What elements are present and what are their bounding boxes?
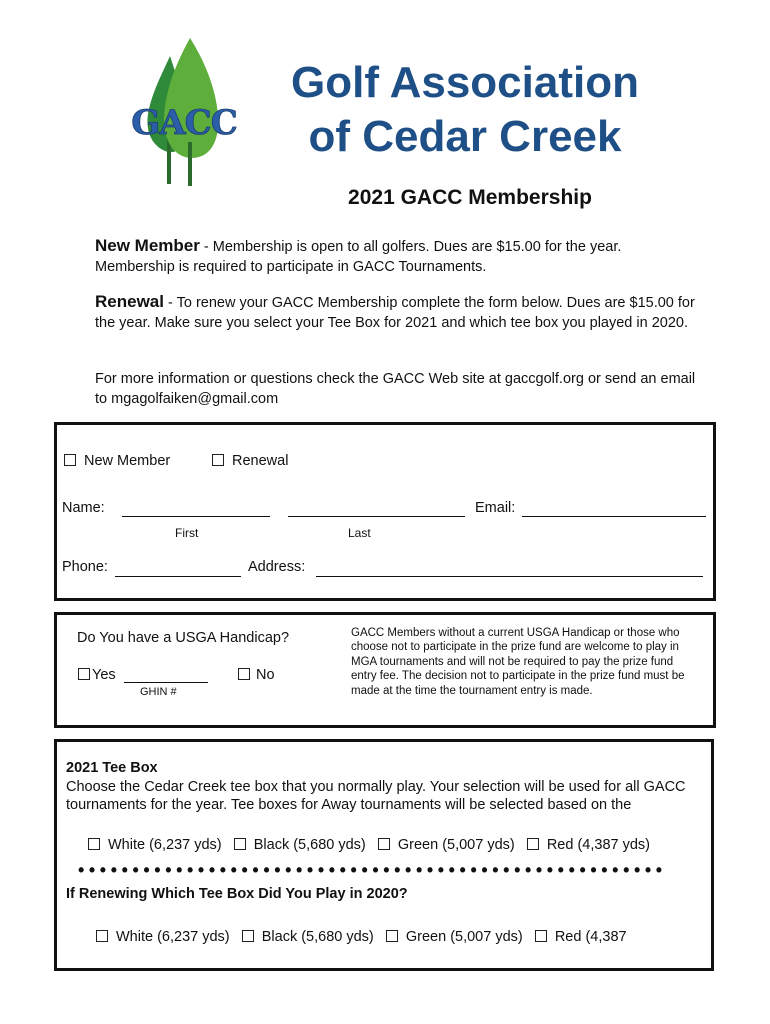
renewal-heading: Renewal	[95, 292, 164, 311]
white-2021-label: White (6,237 yds)	[108, 837, 222, 853]
white-2020-checkbox[interactable]	[96, 930, 108, 942]
new-member-heading: New Member	[95, 236, 200, 255]
teebox-2020-red[interactable]	[535, 929, 627, 945]
handicap-note: GACC Members without a current USGA Handicap or those who choose not to participate in the prize fund are welcome to play in MGA tournaments and will not be required to pay the prize fund entry fee. The decision not to participate in the prize fund must be made at the time the tournament entry is made.	[351, 627, 685, 697]
logo-text: GACC	[131, 103, 237, 143]
renewal-text: - To renew your GACC Membership complete the form below. Dues are $15.00 for the year. Make sure you select your Tee Box for 2021 and which tee box you played in 2020.	[95, 295, 695, 331]
info-paragraph: For more information or questions check the GACC Web site at gaccgolf.org or send an email to mgagolfaiken@gmail.com	[95, 371, 696, 407]
renew-question: If Renewing Which Tee Box Did You Play in 2020?	[66, 886, 408, 902]
white-2020-label: White (6,237 yds)	[116, 929, 230, 945]
new-member-option-label: New Member	[84, 453, 171, 469]
membership-title: 2021 GACC Membership	[348, 186, 592, 209]
gacc-logo	[118, 34, 250, 186]
yes-checkbox[interactable]	[78, 668, 90, 680]
green-2020-checkbox[interactable]	[386, 930, 398, 942]
phone-label: Phone:	[62, 559, 108, 575]
org-title-line2: of Cedar Creek	[308, 112, 622, 161]
first-name-field[interactable]	[122, 516, 270, 517]
teebox-2020-white[interactable]	[96, 929, 230, 945]
renewal-checkbox[interactable]	[212, 454, 224, 466]
new-member-checkbox[interactable]	[64, 454, 76, 466]
green-2021-label: Green (5,007 yds)	[397, 837, 515, 853]
email-label: Email:	[475, 500, 516, 516]
phone-field[interactable]	[115, 576, 241, 577]
teebox-description: Choose the Cedar Creek tee box that you normally play. Your selection will be used for all GACC tournaments for the year. Tee boxes for Away tournaments will be selected based on the	[66, 779, 686, 813]
red-2021-checkbox[interactable]	[527, 838, 539, 850]
new-member-paragraph	[95, 236, 705, 277]
red-2021-label: Red (4,387 yds)	[546, 837, 650, 853]
last-caption: Last	[348, 526, 371, 540]
no-label: No	[256, 667, 275, 683]
renewal-option-label: Renewal	[232, 453, 289, 469]
name-label: Name:	[62, 500, 105, 516]
teebox-2021-options	[88, 837, 650, 853]
teebox-2021-black[interactable]	[234, 837, 366, 853]
teebox-title: 2021 Tee Box	[66, 760, 158, 776]
yes-option[interactable]	[78, 667, 116, 683]
new-member-option[interactable]	[64, 453, 170, 469]
dotted-divider: ••••••••••••••••••••••••••••••••••••••••••••••••••••••	[78, 860, 667, 880]
org-title-line1: Golf Association	[291, 58, 639, 107]
teebox-2021-green[interactable]	[378, 837, 515, 853]
ghin-field[interactable]	[124, 682, 208, 683]
teebox-2020-black[interactable]	[242, 929, 374, 945]
new-member-text: - Membership is open to all golfers. Dues are $15.00 for the year. Membership is required to participate in GACC Tournaments.	[95, 239, 622, 275]
email-field[interactable]	[522, 516, 706, 517]
white-2021-checkbox[interactable]	[88, 838, 100, 850]
teebox-2021-white[interactable]	[88, 837, 222, 853]
black-2020-checkbox[interactable]	[242, 930, 254, 942]
no-checkbox[interactable]	[238, 668, 250, 680]
renewal-option[interactable]	[212, 453, 288, 469]
teebox-2020-options	[96, 929, 627, 945]
green-2020-label: Green (5,007 yds)	[405, 929, 523, 945]
teebox-2021-red[interactable]	[527, 837, 650, 853]
renewal-paragraph	[95, 292, 705, 333]
red-2020-checkbox[interactable]	[535, 930, 547, 942]
address-field[interactable]	[316, 576, 703, 577]
first-caption: First	[175, 526, 199, 540]
last-name-field[interactable]	[288, 516, 465, 517]
member-info-box	[54, 422, 716, 601]
ghin-caption: GHIN #	[140, 686, 177, 698]
no-option[interactable]	[238, 667, 275, 683]
black-2020-label: Black (5,680 yds)	[261, 929, 374, 945]
green-2021-checkbox[interactable]	[378, 838, 390, 850]
red-2020-label: Red (4,387	[554, 929, 627, 945]
black-2021-checkbox[interactable]	[234, 838, 246, 850]
yes-label: Yes	[92, 667, 116, 683]
black-2021-label: Black (5,680 yds)	[253, 837, 366, 853]
handicap-question: Do You have a USGA Handicap?	[77, 630, 290, 646]
org-title	[280, 56, 650, 164]
address-label: Address:	[248, 559, 306, 575]
teebox-2020-green[interactable]	[386, 929, 523, 945]
